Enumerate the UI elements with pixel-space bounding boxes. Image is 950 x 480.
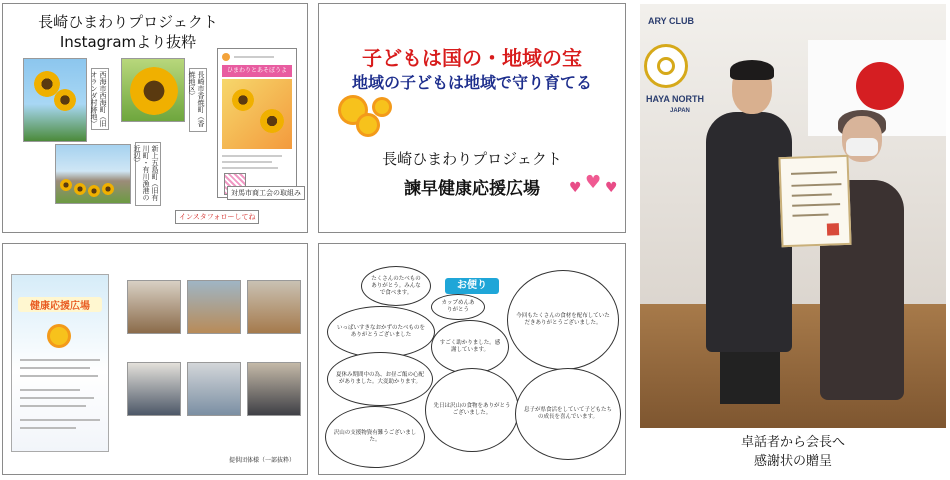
letter-bubble: たくさんのたべものありがとう。みんなで食べます。 bbox=[361, 266, 431, 306]
slide-donors bbox=[2, 243, 308, 475]
club-banner-bottom: JAPAN bbox=[670, 108, 690, 114]
caption-line1: 卓話者から会長へ bbox=[740, 434, 845, 449]
follow-label: インスタフォローしてね bbox=[175, 210, 259, 224]
slide1-title-line2: Instagramより抜粋 bbox=[59, 33, 197, 51]
sunflower-photo-3 bbox=[55, 144, 131, 204]
man-hair bbox=[730, 60, 774, 80]
slide-instagram bbox=[2, 3, 308, 233]
face-mask bbox=[846, 138, 878, 156]
instagram-post-card bbox=[217, 48, 297, 198]
event-flyer bbox=[11, 274, 109, 452]
letter-bubble: カップめんありがとう bbox=[431, 294, 485, 320]
letter-bubble: 先日は沢山の食物をありがとうございました。 bbox=[425, 368, 519, 452]
slide1-title-line1: 長崎ひまわりプロジェクト bbox=[38, 13, 218, 31]
sun-icon bbox=[359, 116, 377, 134]
donor-credit: 提供団体様（一部抜粋） bbox=[228, 457, 295, 464]
donor-photo bbox=[187, 280, 241, 334]
slide-slogan bbox=[318, 3, 626, 233]
donor-photo bbox=[127, 362, 181, 416]
letter-bubble: 沢山の支援物資有難うございました。 bbox=[325, 406, 425, 468]
heart-icon: ♥ bbox=[605, 180, 618, 196]
man-figure bbox=[706, 112, 792, 352]
letter-bubble: 今回もたくさんの食材を配布していただきありがとうございました。 bbox=[507, 270, 619, 370]
plaza-name: 諫早健康応援広場 bbox=[404, 179, 540, 199]
letters-heading: お便り bbox=[445, 278, 499, 294]
sun-icon bbox=[375, 100, 389, 114]
letter-bubble: いっぱいすきなおかずのたべものをありがとうございました bbox=[327, 306, 435, 358]
club-banner-mid: HAYA NORTH bbox=[646, 94, 705, 104]
heart-icon: ♥ bbox=[569, 180, 582, 196]
man-legs bbox=[720, 344, 780, 404]
caption-line2: 感謝状の贈呈 bbox=[753, 453, 832, 468]
letter-bubble: 夏休み期間中の為、お昼ご飯の心配がありました。大変助かります。 bbox=[327, 352, 433, 406]
heart-icon: ♥ bbox=[585, 172, 602, 193]
seal-icon bbox=[827, 223, 839, 235]
donor-photo bbox=[247, 362, 301, 416]
flyer-title: 健康応援広場 bbox=[18, 297, 102, 312]
sunflower-photo-1 bbox=[23, 58, 87, 142]
donor-photo bbox=[247, 280, 301, 334]
slide-letters bbox=[318, 243, 626, 475]
letter-bubble: すごく助かりました。感謝しています。 bbox=[431, 320, 509, 374]
donor-photo bbox=[127, 280, 181, 334]
instagram-banner: ひまわりとあそぼうよ bbox=[222, 65, 292, 77]
club-banner-top: ARY CLUB bbox=[648, 16, 695, 26]
certificate bbox=[778, 155, 851, 247]
caption-shin-kamigoto: 新上五島町（旧有川町・有川漁港の近辺） bbox=[135, 142, 161, 206]
letter-bubble: 息子が県食活をしていて子どもたちの成長を喜んでいます。 bbox=[515, 368, 621, 460]
photo-caption bbox=[640, 432, 946, 470]
donor-photo bbox=[187, 362, 241, 416]
avatar bbox=[222, 53, 230, 61]
instagram-post-image bbox=[222, 79, 292, 149]
tsushima-label: 対馬市商工会の取組み bbox=[227, 186, 305, 200]
project-name: 長崎ひまわりプロジェクト bbox=[382, 150, 562, 168]
caption-nagasaki: 長崎市香焼町（香焼地区） bbox=[189, 68, 207, 132]
sun-icon bbox=[50, 327, 68, 345]
rotary-logo-icon bbox=[644, 44, 688, 88]
slide1-title bbox=[13, 12, 243, 52]
caption-nishiumi: 西海市西海町（旧オランダ村跡地） bbox=[91, 68, 109, 130]
sunflower-photo-2 bbox=[121, 58, 185, 122]
slogan-line1: 子どもは国の・地域の宝 bbox=[362, 46, 582, 70]
award-photo bbox=[640, 4, 946, 428]
slogan-line2: 地域の子どもは地域で守り育てる bbox=[351, 73, 592, 92]
